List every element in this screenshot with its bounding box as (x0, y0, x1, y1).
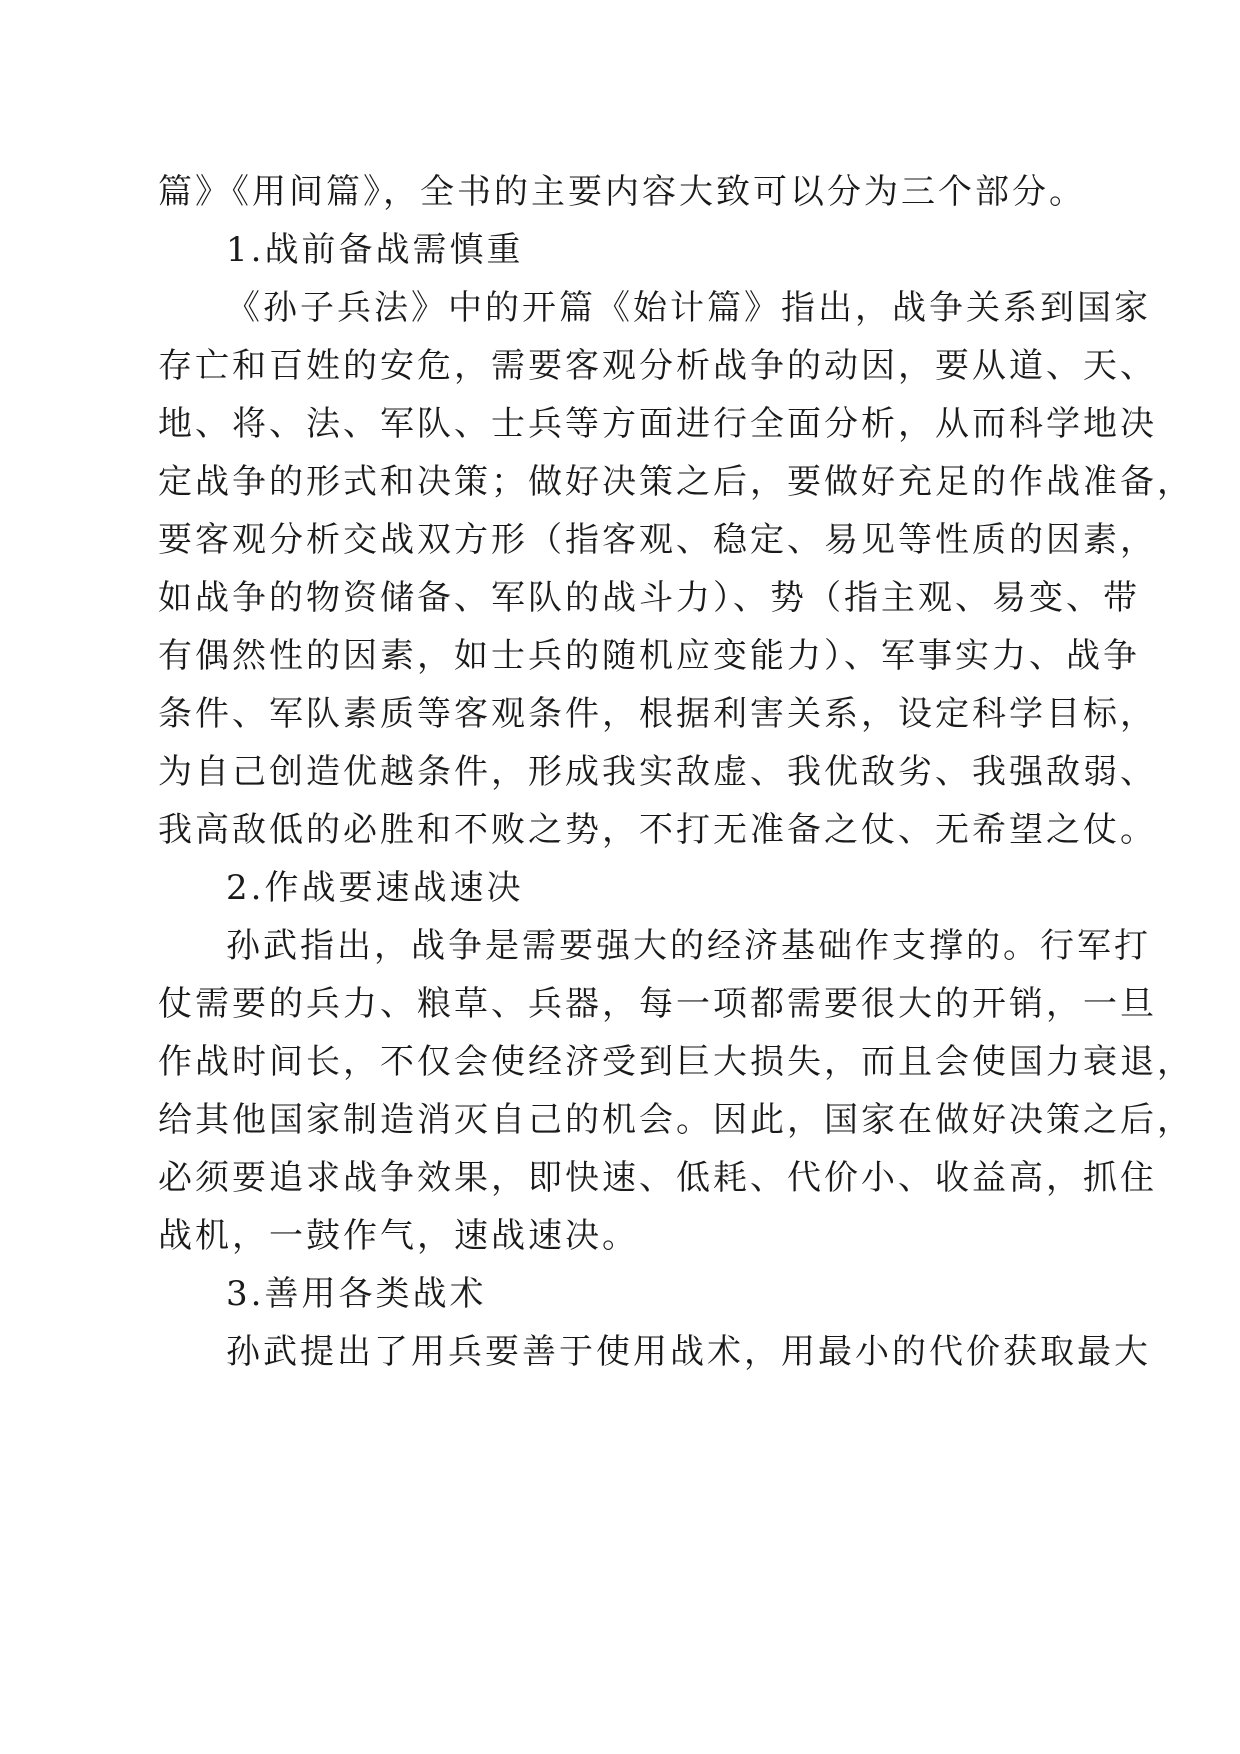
text-line: 《孙子兵法》中的开篇《始计篇》指出，战争关系到国家 (226, 288, 1151, 328)
text-line: 定战争的形式和决策；做好决策之后，要做好充足的作战准备， (158, 462, 1194, 502)
text-line: 地、将、法、军队、士兵等方面进行全面分析，从而科学地决 (158, 404, 1157, 444)
text-line: 存亡和百姓的安危，需要客观分析战争的动因，要从道、天、 (158, 346, 1157, 386)
text-line: 要客观分析交战双方形（指客观、稳定、易见等性质的因素， (158, 520, 1157, 560)
text-line: 仗需要的兵力、粮草、兵器，每一项都需要很大的开销，一旦 (158, 984, 1157, 1024)
text-line: 给其他国家制造消灭自己的机会。因此，国家在做好决策之后， (158, 1100, 1194, 1140)
text-line: 必须要追求战争效果，即快速、低耗、代价小、收益高，抓住 (158, 1158, 1157, 1198)
section-heading: 3.善用各类战术 (226, 1274, 487, 1314)
text-line: 我高敌低的必胜和不败之势，不打无准备之仗、无希望之仗。 (158, 810, 1157, 850)
text-line: 战机，一鼓作气，速战速决。 (158, 1216, 639, 1256)
text-line: 孙武提出了用兵要善于使用战术，用最小的代价获取最大 (226, 1332, 1151, 1372)
section-heading: 1.战前备战需慎重 (226, 230, 524, 270)
text-line: 条件、军队素质等客观条件，根据利害关系，设定科学目标， (158, 694, 1157, 734)
text-line: 有偶然性的因素，如士兵的随机应变能力）、军事实力、战争 (158, 636, 1140, 676)
section-heading: 2.作战要速战速决 (226, 868, 524, 908)
text-line: 如战争的物资储备、军队的战斗力）、势（指主观、易变、带 (158, 578, 1140, 618)
text-line: 孙武指出，战争是需要强大的经济基础作支撑的。行军打 (226, 926, 1151, 966)
text-line: 作战时间长，不仅会使经济受到巨大损失，而且会使国力衰退， (158, 1042, 1194, 1082)
text-line: 为自己创造优越条件，形成我实敌虚、我优敌劣、我强敌弱、 (158, 752, 1157, 792)
text-line: 篇》《用间篇》，全书的主要内容大致可以分为三个部分。 (158, 172, 1086, 212)
